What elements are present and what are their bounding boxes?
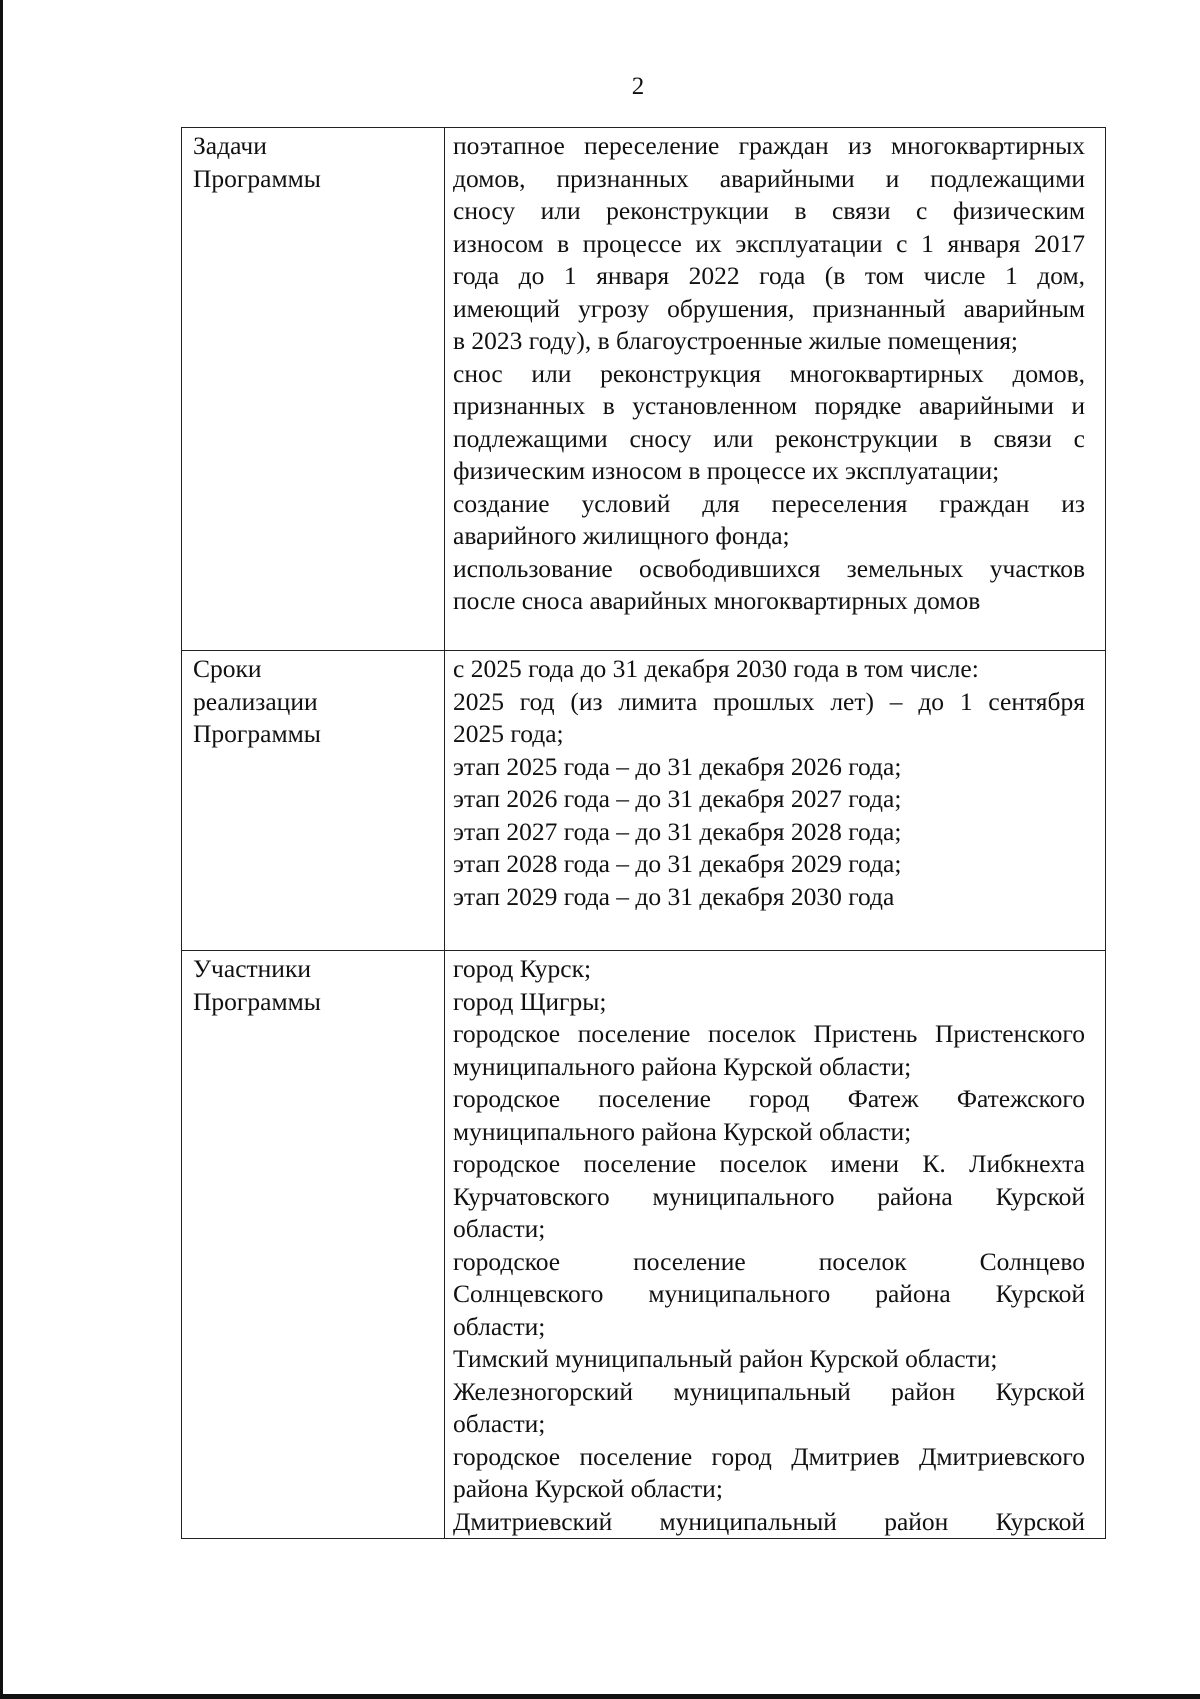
row-label-line: Программы <box>193 163 321 193</box>
text-line: области; <box>453 1311 546 1341</box>
text-line: город Щигры; <box>453 986 607 1016</box>
text-line: аварийного жилищного фонда; <box>453 521 790 550</box>
text-line: этап 2027 года – до 31 декабря 2028 года; <box>453 816 902 846</box>
text-line: создание условий для переселения граждан из <box>453 488 1085 518</box>
text-line: этап 2029 года – до 31 декабря 2030 года <box>453 881 895 911</box>
text-line: Курчатовского муниципального района Курской <box>453 1181 1085 1211</box>
text-line: физическим износом в процессе их эксплуатации; <box>453 456 1000 485</box>
text-line: Железногорский муниципальный район Курской <box>453 1376 1085 1406</box>
text-line: муниципального района Курской области; <box>453 1051 912 1081</box>
text-line: снос или реконструкция многоквартирных домов, <box>453 358 1085 388</box>
value-cell <box>445 128 1106 651</box>
text-line: городское поселение поселок Солнцево <box>453 1246 1085 1276</box>
text-line: городское поселение поселок имени К. Либкнехта <box>453 1149 1085 1178</box>
scan-left-edge <box>0 0 3 1699</box>
text-line: сносу или реконструкции в связи с физическим <box>453 196 1085 225</box>
row-program-members <box>182 951 1106 1539</box>
text-line: использование освободившихся земельных участков <box>453 553 1085 583</box>
program-passport-table <box>181 127 1106 1539</box>
row-program-terms <box>182 651 1106 951</box>
text-line: муниципального района Курской области; <box>453 1116 912 1146</box>
text-line: этап 2025 года – до 31 декабря 2026 года; <box>453 751 902 781</box>
text-line: городское поселение поселок Пристень Пристенского <box>453 1019 1085 1048</box>
text-line: подлежащими сносу или реконструкции в связи с <box>453 423 1085 453</box>
scan-bottom-edge <box>0 1694 1200 1699</box>
row-label-line: Участники <box>193 954 311 983</box>
text-line: поэтапное переселение граждан из многоквартирных <box>453 131 1085 160</box>
text-line: области; <box>453 1409 546 1438</box>
text-line: городское поселение город Дмитриев Дмитриевского <box>453 1441 1085 1471</box>
label-cell <box>182 951 445 1539</box>
value-cell <box>445 951 1106 1539</box>
text-line: после сноса аварийных многоквартирных домов <box>453 586 981 615</box>
text-line: домов, признанных аварийными и подлежащими <box>453 163 1085 193</box>
text-line: износом в процессе их эксплуатации с 1 января 2017 <box>453 228 1085 258</box>
text-line: этап 2028 года – до 31 декабря 2029 года; <box>453 849 902 878</box>
label-cell <box>182 128 445 651</box>
text-line: области; <box>453 1214 546 1243</box>
text-line: Тимский муниципальный район Курской области; <box>453 1344 998 1373</box>
row-program-tasks <box>182 128 1106 651</box>
label-cell <box>182 651 445 951</box>
row-label-line: Программы <box>193 986 321 1016</box>
text-line: Дмитриевский муниципальный район Курской <box>453 1506 1085 1536</box>
text-line: признанных в установленном порядке аварийными и <box>453 391 1085 420</box>
text-line: имеющий угрозу обрушения, признанный аварийным <box>453 293 1085 323</box>
text-line: городское поселение город Фатеж Фатежского <box>453 1084 1085 1113</box>
text-line: с 2025 года до 31 декабря 2030 года в том числе: <box>453 654 979 683</box>
text-line: Солнцевского муниципального района Курской <box>453 1279 1085 1308</box>
text-line: город Курск; <box>453 954 592 983</box>
text-line: района Курской области; <box>453 1474 723 1503</box>
row-label-line: Программы <box>193 719 321 748</box>
row-label-line: Сроки <box>193 654 262 683</box>
text-line: 2025 года; <box>453 719 564 748</box>
text-line: года до 1 января 2022 года (в том числе 1 дом, <box>453 261 1085 290</box>
text-line: 2025 год (из лимита прошлых лет) – до 1 сентября <box>453 686 1085 716</box>
row-label-line: Задачи <box>193 131 267 160</box>
text-line: этап 2026 года – до 31 декабря 2027 года; <box>453 784 902 813</box>
text-line: в 2023 году), в благоустроенные жилые помещения; <box>453 326 1019 355</box>
page-number: 2 <box>631 73 645 100</box>
row-label-line: реализации <box>193 686 318 716</box>
value-cell <box>445 651 1106 951</box>
